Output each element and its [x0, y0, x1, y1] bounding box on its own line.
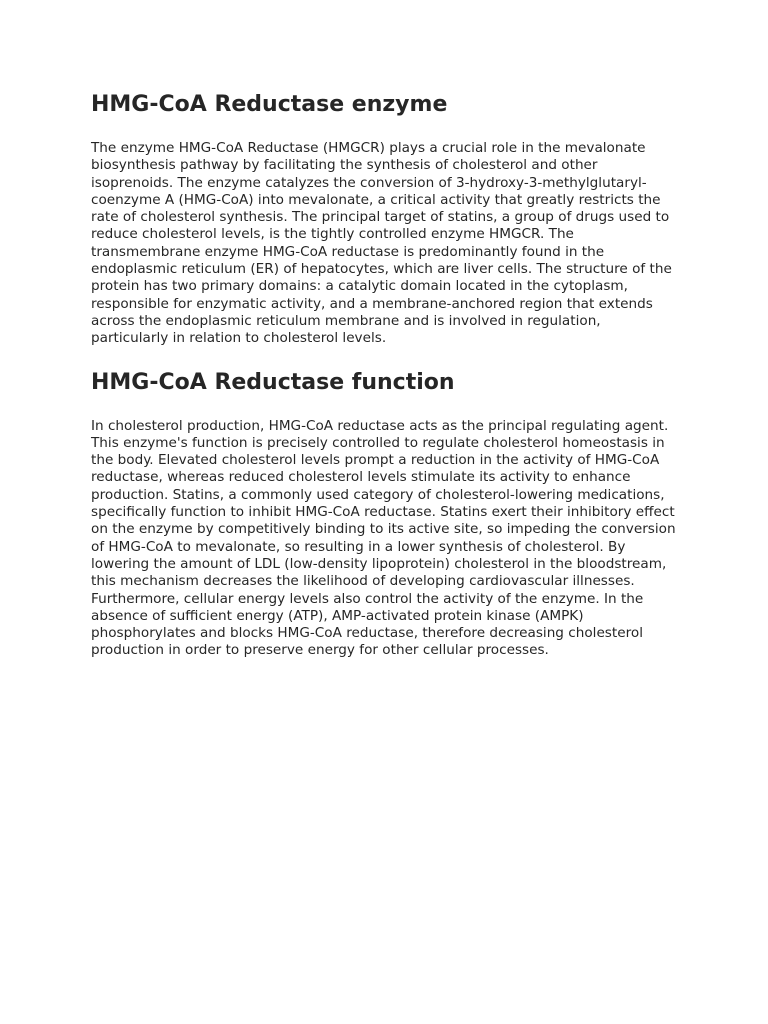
document-page: [91, 90, 681, 660]
section-title-function: HMG-CoA Reductase function: [91, 369, 455, 395]
section-title-enzyme: HMG-CoA Reductase enzyme: [91, 92, 448, 117]
section-body-function: In cholesterol production, HMG-CoA reductase acts as the principal regulating agent. This enzyme's function is precisely controlled to regulate cholesterol homeostasis in the body. Elevated cholesterol levels prompt a reduction in the activity of HMG-CoA reductase, whereas reduced cholesterol levels stimulate its activity to enhance production. Statins, a commonly used category of cholesterol-lowering medications, specifically function to inhibit HMG-CoA reductase. Statins exert their inhibitory effect on the enzyme by competitively binding to its active site, so impeding the conversion of HMG-CoA to mevalonate, so resulting in a lower synthesis of cholesterol. By lowering the amount of LDL (low-density lipoprotein) cholesterol in the bloodstream, this mechanism decreases the likelihood of developing cardiovascular illnesses. Furthermore, cellular energy levels also control the activity of the enzyme. In the absence of sufficient energy (ATP), AMP-activated protein kinase (AMPK) phosphorylates and blocks HMG-CoA reductase, therefore decreasing cholesterol production in order to preserve energy for other cellular processes.: [91, 417, 676, 659]
section-body-enzyme: The enzyme HMG-CoA Reductase (HMGCR) plays a crucial role in the mevalonate biosynthesis pathway by facilitating the synthesis of cholesterol and other isoprenoids. The enzyme catalyzes the conversion of 3-hydroxy-3-methylglutaryl-coenzyme A (HMG-CoA) into mevalonate, a critical activity that greatly restricts the rate of cholesterol synthesis. The principal target of statins, a group of drugs used to reduce cholesterol levels, is the tightly controlled enzyme HMGCR. The transmembrane enzyme HMG-CoA reductase is predominantly found in the endoplasmic reticulum (ER) of hepatocytes, which are liver cells. The structure of the protein has two primary domains: a catalytic domain located in the cytoplasm, responsible for enzymatic activity, and a membrane-anchored region that extends across the endoplasmic reticulum membrane and is involved in regulation, particularly in relation to cholesterol levels.: [91, 140, 672, 347]
